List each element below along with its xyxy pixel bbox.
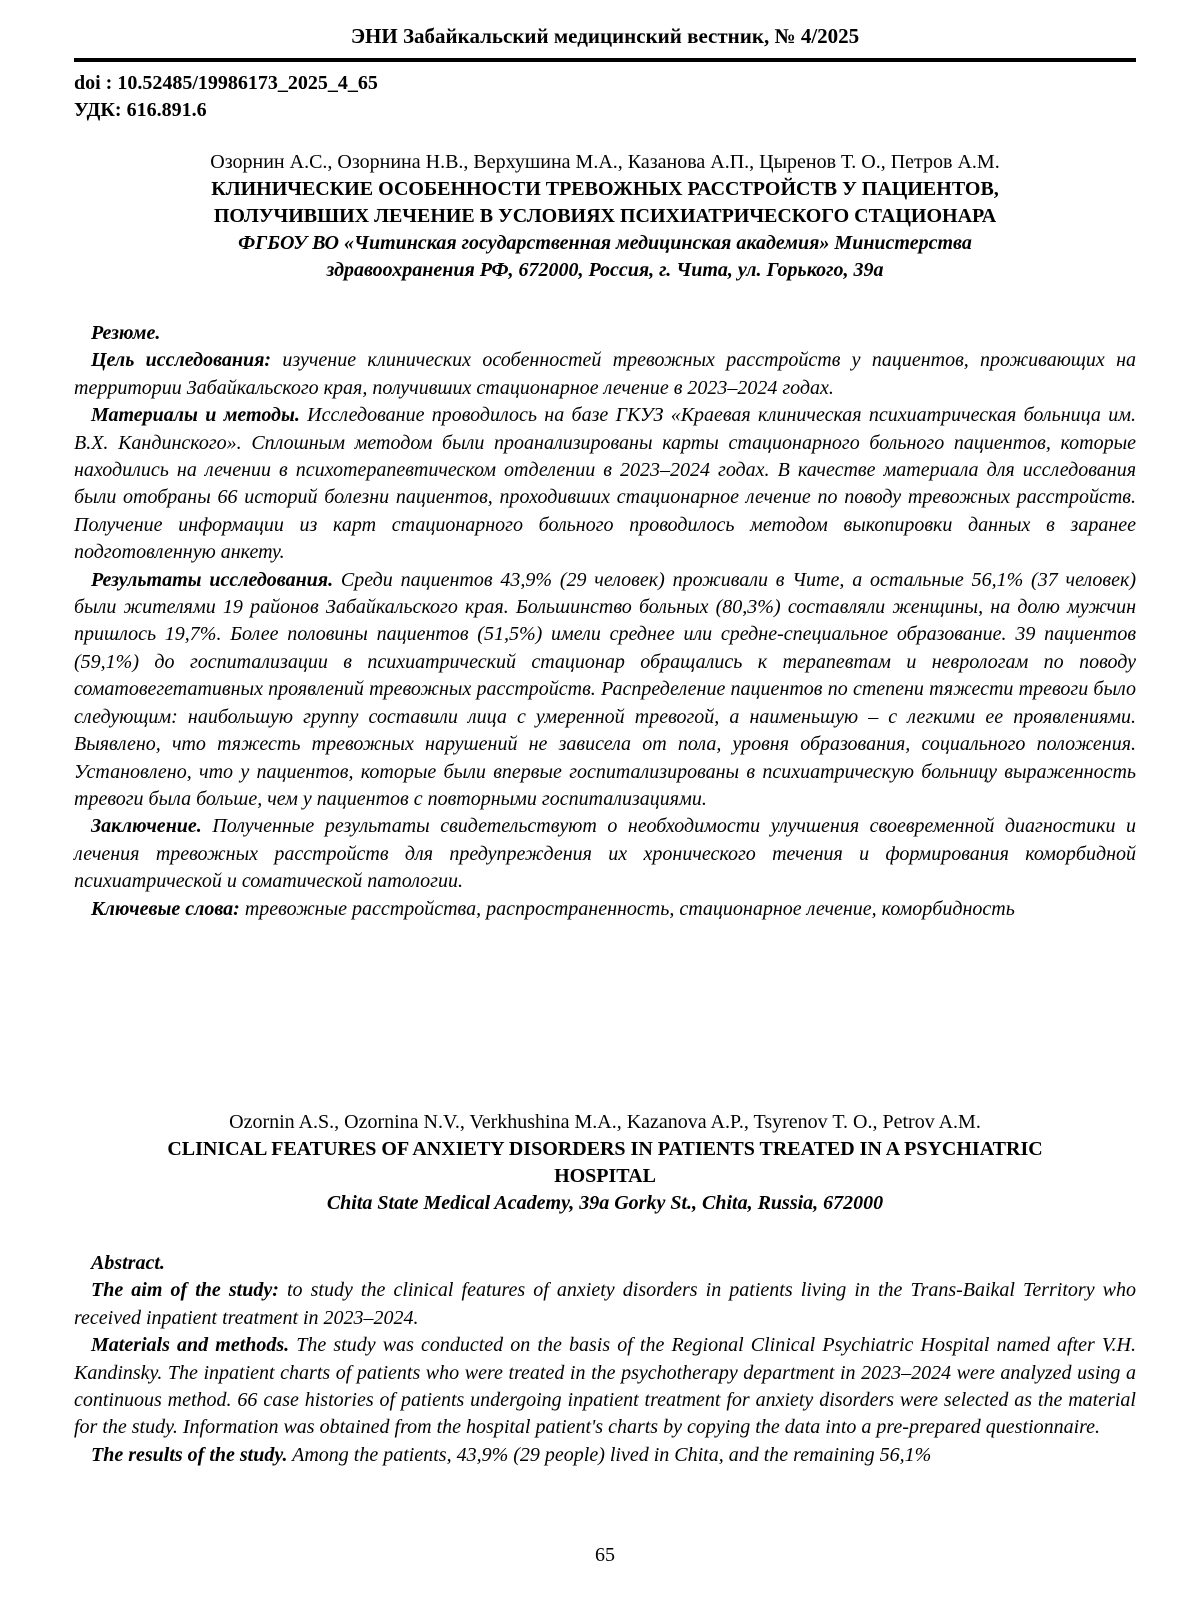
en-title-line-1: CLINICAL FEATURES OF ANXIETY DISORDERS IN PATIENTS TREATED IN A PSYCHIATRIC bbox=[167, 1138, 1043, 1160]
en-results-text: Among the patients, 43,9% (29 people) lived in Chita, and the remaining 56,1% bbox=[287, 1443, 932, 1466]
journal-header: ЭНИ Забайкальский медицинский вестник, № 4/2025 bbox=[350, 24, 860, 48]
ru-methods-text: Исследование проводилось на базе ГКУЗ «Краевая клиническая психиатрическая больница им. В.Х. Кандинского». Сплошным методом были проанализированы карты стационарного больного пациентов, которые находились на лечении в психотерапевтическом отделении в 2023–2024 годах. В качестве материала для исследования были отобраны 66 историй болезни пациентов, проходивших стационарное лечение по поводу тревожных расстройств. Получение информации из карт стационарного больного проводилось методом выкопировки данных в заранее подготовленную анкету. bbox=[74, 404, 1137, 564]
ru-summary-heading: Резюме. bbox=[91, 322, 161, 344]
ru-abstract bbox=[74, 320, 1136, 923]
ru-keywords-paragraph bbox=[74, 896, 1136, 923]
ru-authors: Озорнин А.С., Озорнина Н.В., Верхушина М.А., Казанова А.П., Цыренов Т. О., Петров А.М. bbox=[210, 151, 1000, 173]
en-methods-label: Materials and methods. bbox=[91, 1334, 290, 1357]
en-title-line-2: HOSPITAL bbox=[554, 1165, 656, 1187]
en-aim-paragraph bbox=[74, 1277, 1136, 1332]
en-results-paragraph bbox=[74, 1442, 1136, 1469]
doi: doi : 10.52485/19986173_2025_4_65 bbox=[74, 72, 378, 94]
ru-affiliation-line-2: здравоохранения РФ, 672000, Россия, г. Чита, ул. Горького, 39а bbox=[326, 259, 884, 281]
en-methods-text: The study was conducted on the basis of the Regional Clinical Psychiatric Hospital named after V.H. Kandinsky. The inpatient charts of patients who were treated in the psychotherapy department in 2023–2024 were analyzed using a continuous method. 66 case histories of patients undergoing inpatient treatment for anxiety disorders were selected as the material for the study. Information was obtained from the hospital patient's charts by copying the data into a pre-prepared questionnaire. bbox=[74, 1334, 1136, 1439]
ru-keywords-text: тревожные расстройства, распространенность, стационарное лечение, коморбидность bbox=[239, 897, 1015, 920]
udk: УДК: 616.891.6 bbox=[74, 99, 207, 121]
ru-conclusion-text: Полученные результаты свидетельствуют о необходимости улучшения своевременной диагностики и лечения тревожных расстройств для предупреждения их хронического течения и формирования коморбидной психиатрической и соматической патологии. bbox=[74, 815, 1136, 893]
page-number: 65 bbox=[595, 1544, 615, 1566]
en-affiliation: Chita State Medical Academy, 39a Gorky St., Chita, Russia, 672000 bbox=[326, 1192, 884, 1214]
ru-methods-paragraph bbox=[74, 402, 1136, 566]
en-abstract-heading: Abstract. bbox=[91, 1252, 165, 1274]
ru-conclusion-paragraph bbox=[74, 813, 1136, 895]
article-meta bbox=[74, 70, 378, 124]
en-results-label: The results of the study. bbox=[91, 1443, 288, 1466]
ru-methods-label: Материалы и методы. bbox=[91, 404, 300, 427]
en-abstract bbox=[74, 1250, 1136, 1469]
ru-aim-label: Цель исследования: bbox=[91, 349, 272, 372]
ru-heading-block bbox=[74, 149, 1136, 284]
ru-results-text: Среди пациентов 43,9% (29 человек) проживали в Чите, а остальные 56,1% (37 человек) были жителями 19 районов Забайкальского края. Большинство больных (80,3%) составляли женщины, на долю мужчин пришлось 19,7%. Более половины пациентов (51,5%) имели среднее или средне-специальное образование. 39 пациентов (59,1%) до госпитализации в психиатрический стационар обращались к терапевтам и неврологам по поводу соматовегетативных проявлений тревожных расстройств. Распределение пациентов по степени тяжести тревоги было следующим: наибольшую группу составили лица с умеренной тревогой, а наименьшую – с легкими ее проявлениями. Выявлено, что тяжесть тревожных нарушений не зависела от пола, уровня образования, социального положения. Установлено, что у пациентов, которые были впервые госпитализированы в психиатрическую больницу выраженность тревоги была больше, чем у пациентов с повторными госпитализациями. bbox=[74, 568, 1137, 810]
en-methods-paragraph bbox=[74, 1332, 1136, 1442]
header-rule bbox=[74, 58, 1136, 62]
ru-results-paragraph bbox=[74, 567, 1136, 814]
ru-results-label: Результаты исследования. bbox=[91, 568, 334, 591]
ru-title-line-2: ПОЛУЧИВШИХ ЛЕЧЕНИЕ В УСЛОВИЯХ ПСИХИАТРИЧЕСКОГО СТАЦИОНАРА bbox=[213, 205, 997, 227]
en-authors: Ozornin A.S., Ozornina N.V., Verkhushina M.A., Kazanova A.P., Tsyrenov T. O., Petrov A.M. bbox=[229, 1111, 981, 1133]
ru-aim-text: изучение клинических особенностей тревожных расстройств у пациентов, проживающих на территории Забайкальского края, получивших стационарное лечение в 2023–2024 годах. bbox=[74, 349, 1136, 399]
en-aim-label: The aim of the study: bbox=[91, 1279, 279, 1302]
ru-conclusion-label: Заключение. bbox=[91, 815, 202, 838]
en-heading-block bbox=[74, 1109, 1136, 1217]
ru-keywords-label: Ключевые слова: bbox=[91, 897, 240, 920]
en-aim-text: to study the clinical features of anxiety disorders in patients living in the Trans-Baikal Territory who received inpatient treatment in 2023–2024. bbox=[74, 1279, 1136, 1329]
ru-title-line-1: КЛИНИЧЕСКИЕ ОСОБЕННОСТИ ТРЕВОЖНЫХ РАССТРОЙСТВ У ПАЦИЕНТОВ, bbox=[211, 178, 999, 200]
ru-affiliation-line-1: ФГБОУ ВО «Читинская государственная медицинская академия» Министерства bbox=[238, 232, 972, 254]
ru-aim-paragraph bbox=[74, 347, 1136, 402]
